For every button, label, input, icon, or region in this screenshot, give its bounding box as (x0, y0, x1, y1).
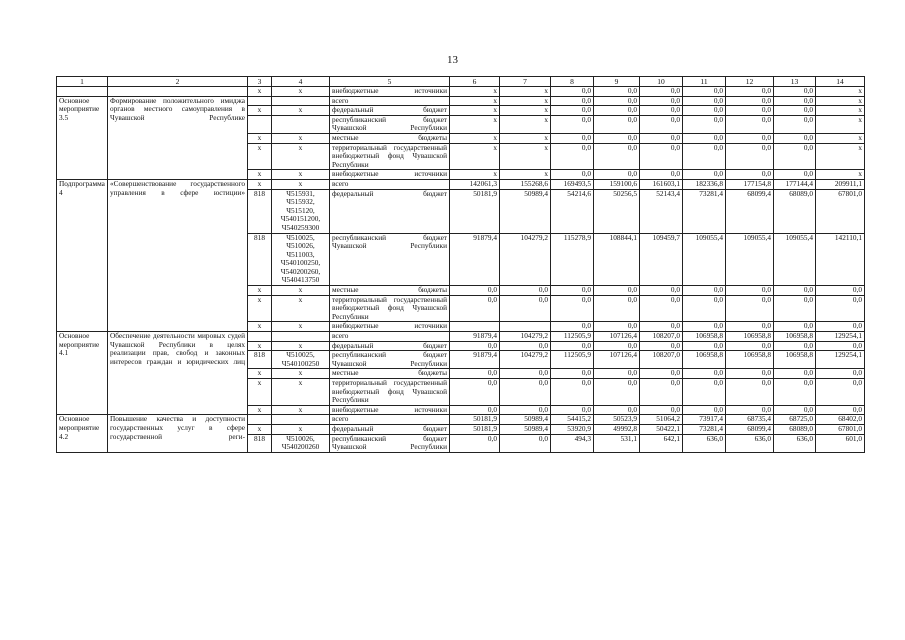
value-cell: 106958,8 (774, 332, 816, 342)
value-cell: 0,0 (551, 295, 594, 322)
value-cell: x (500, 106, 551, 116)
value-cell: x (450, 115, 500, 133)
value-cell: 54415,2 (551, 415, 594, 425)
target-article-cell: Ч510026, Ч540200260 (272, 434, 330, 452)
header-cell: 8 (551, 77, 594, 87)
header-cell: 2 (108, 77, 248, 87)
value-cell: x (816, 143, 865, 170)
value-cell: 0,0 (640, 295, 683, 322)
table-body (57, 77, 865, 453)
value-cell: 0,0 (551, 115, 594, 133)
value-cell: 0,0 (551, 87, 594, 97)
kbk-code-cell (248, 415, 272, 425)
value-cell: 159100,6 (594, 179, 640, 189)
target-article-cell: x (272, 170, 330, 180)
section-description: «Совершенствование государственного управления в сфере юстиции» (108, 179, 248, 331)
value-cell: 0,0 (774, 379, 816, 406)
value-cell: 0,0 (640, 143, 683, 170)
value-cell: 108844,1 (594, 233, 640, 286)
value-cell: 0,0 (774, 133, 816, 143)
value-cell: 0,0 (594, 96, 640, 106)
value-cell: 0,0 (594, 115, 640, 133)
value-cell (450, 322, 500, 332)
header-cell: 9 (594, 77, 640, 87)
value-cell: 0,0 (640, 96, 683, 106)
value-cell: 109055,4 (774, 233, 816, 286)
value-cell: 68402,0 (816, 415, 865, 425)
kbk-code-cell: x (248, 170, 272, 180)
funding-source-cell: всего (330, 96, 450, 106)
header-cell: 12 (726, 77, 774, 87)
value-cell: 50181,9 (450, 189, 500, 233)
kbk-code-cell: x (248, 87, 272, 97)
value-cell: 104279,2 (500, 351, 551, 369)
value-cell: 0,0 (640, 133, 683, 143)
value-cell: 0,0 (551, 341, 594, 351)
funding-source-cell: всего (330, 332, 450, 342)
value-cell: 209911,1 (816, 179, 865, 189)
value-cell: 0,0 (640, 405, 683, 415)
kbk-code-cell: x (248, 133, 272, 143)
value-cell: 0,0 (774, 170, 816, 180)
value-cell: 107126,4 (594, 351, 640, 369)
target-article-cell: x (272, 87, 330, 97)
value-cell: 0,0 (726, 286, 774, 296)
header-cell: 4 (272, 77, 330, 87)
value-cell: 494,3 (551, 434, 594, 452)
value-cell: 73281,4 (683, 189, 726, 233)
target-article-cell: x (272, 179, 330, 189)
value-cell: x (450, 96, 500, 106)
funding-source-cell: федеральный бюджет (330, 341, 450, 351)
value-cell: 0,0 (816, 295, 865, 322)
value-cell: 104279,2 (500, 233, 551, 286)
value-cell: 0,0 (774, 143, 816, 170)
value-cell: x (450, 106, 500, 116)
value-cell: 0,0 (683, 379, 726, 406)
target-article-cell (272, 332, 330, 342)
value-cell: 50523,9 (594, 415, 640, 425)
funding-source-cell: местные бюджеты (330, 369, 450, 379)
value-cell: 129254,1 (816, 332, 865, 342)
table-row (57, 415, 865, 425)
target-article-cell: x (272, 379, 330, 406)
value-cell: 68725,0 (774, 415, 816, 425)
table-row (57, 332, 865, 342)
kbk-code-cell: x (248, 322, 272, 332)
value-cell: 53920,9 (551, 424, 594, 434)
page-number: 13 (447, 54, 458, 66)
kbk-code-cell: 818 (248, 351, 272, 369)
funding-source-cell: местные бюджеты (330, 133, 450, 143)
value-cell: x (816, 115, 865, 133)
empty-cell (108, 87, 248, 97)
value-cell: 129254,1 (816, 351, 865, 369)
kbk-code-cell: x (248, 379, 272, 406)
value-cell: 601,0 (816, 434, 865, 452)
value-cell: 50989,4 (500, 415, 551, 425)
value-cell: 106958,8 (774, 351, 816, 369)
value-cell: 636,0 (774, 434, 816, 452)
target-article-cell: x (272, 143, 330, 170)
value-cell: 106958,8 (726, 351, 774, 369)
funding-source-cell: территориальный государственный внебюджетный фонд Чувашской Республики (330, 379, 450, 406)
value-cell: 0,0 (551, 133, 594, 143)
value-cell: 50989,4 (500, 424, 551, 434)
header-cell: 7 (500, 77, 551, 87)
value-cell: 0,0 (640, 286, 683, 296)
target-article-cell: Ч510025, Ч510026, Ч511003, Ч540100250, Ч540200260, Ч540413750 (272, 233, 330, 286)
funding-source-cell: республиканский бюджет Чувашской Республики (330, 115, 450, 133)
value-cell: 0,0 (683, 341, 726, 351)
value-cell: x (450, 170, 500, 180)
value-cell: 0,0 (594, 286, 640, 296)
value-cell: x (816, 106, 865, 116)
value-cell: x (816, 96, 865, 106)
value-cell: 73917,4 (683, 415, 726, 425)
section-description: Повышение качества и доступности государственных услуг в сфере государственной реги- (108, 415, 248, 452)
value-cell: 0,0 (594, 133, 640, 143)
value-cell: 0,0 (450, 434, 500, 452)
value-cell: 0,0 (640, 379, 683, 406)
target-article-cell (272, 415, 330, 425)
section-label: Подпрограмма 4 (57, 179, 108, 331)
value-cell: 104279,2 (500, 332, 551, 342)
value-cell: 68099,4 (726, 189, 774, 233)
funding-source-cell: внебюджетные источники (330, 322, 450, 332)
kbk-code-cell (248, 96, 272, 106)
value-cell: 0,0 (683, 87, 726, 97)
value-cell: x (500, 115, 551, 133)
kbk-code-cell (248, 332, 272, 342)
table-row (57, 96, 865, 106)
value-cell: 0,0 (726, 295, 774, 322)
kbk-code-cell: x (248, 424, 272, 434)
header-cell: 14 (816, 77, 865, 87)
value-cell: 0,0 (726, 133, 774, 143)
kbk-code-cell: x (248, 295, 272, 322)
value-cell: x (450, 87, 500, 97)
header-cell: 1 (57, 77, 108, 87)
target-article-cell: x (272, 133, 330, 143)
value-cell: 107126,4 (594, 332, 640, 342)
target-article-cell: x (272, 295, 330, 322)
value-cell: x (450, 143, 500, 170)
value-cell: 0,0 (551, 286, 594, 296)
value-cell: 0,0 (726, 341, 774, 351)
header-cell: 3 (248, 77, 272, 87)
value-cell: 0,0 (816, 341, 865, 351)
value-cell: 50256,5 (594, 189, 640, 233)
kbk-code-cell: 818 (248, 189, 272, 233)
value-cell: 0,0 (816, 405, 865, 415)
value-cell: x (816, 87, 865, 97)
value-cell: 0,0 (640, 341, 683, 351)
target-article-cell: x (272, 405, 330, 415)
value-cell: 0,0 (640, 170, 683, 180)
value-cell: 0,0 (450, 295, 500, 322)
value-cell: x (500, 143, 551, 170)
value-cell: 0,0 (683, 115, 726, 133)
value-cell: 0,0 (551, 379, 594, 406)
value-cell: 0,0 (594, 405, 640, 415)
value-cell: 106958,8 (683, 332, 726, 342)
value-cell: 0,0 (640, 115, 683, 133)
target-article-cell: x (272, 322, 330, 332)
value-cell: 0,0 (640, 369, 683, 379)
target-article-cell: x (272, 286, 330, 296)
value-cell: x (500, 170, 551, 180)
target-article-cell: x (272, 369, 330, 379)
header-cell: 10 (640, 77, 683, 87)
kbk-code-cell: 818 (248, 233, 272, 286)
value-cell: 0,0 (594, 106, 640, 116)
funding-source-cell: федеральный бюджет (330, 106, 450, 116)
target-article-cell: Ч515931, Ч515932, Ч515120, Ч540151200, Ч540259300 (272, 189, 330, 233)
section-label: Основное мероприятие 4.1 (57, 332, 108, 415)
value-cell: x (450, 133, 500, 143)
value-cell: 0,0 (726, 170, 774, 180)
value-cell: 68089,0 (774, 189, 816, 233)
value-cell: 0,0 (816, 379, 865, 406)
value-cell: 0,0 (816, 286, 865, 296)
value-cell: 0,0 (450, 379, 500, 406)
funding-source-cell: республиканский бюджет Чувашской Республики (330, 351, 450, 369)
value-cell: 0,0 (640, 322, 683, 332)
value-cell: x (500, 87, 551, 97)
value-cell: 0,0 (551, 170, 594, 180)
value-cell: 142110,1 (816, 233, 865, 286)
value-cell: 0,0 (551, 322, 594, 332)
funding-source-cell: всего (330, 179, 450, 189)
value-cell: 0,0 (774, 106, 816, 116)
value-cell: 0,0 (683, 322, 726, 332)
value-cell: 0,0 (640, 106, 683, 116)
funding-source-cell: внебюджетные источники (330, 170, 450, 180)
value-cell: 642,1 (640, 434, 683, 452)
section-label: Основное мероприятие 4.2 (57, 415, 108, 452)
value-cell: 106958,8 (683, 351, 726, 369)
value-cell: 177154,8 (726, 179, 774, 189)
value-cell: 0,0 (774, 286, 816, 296)
value-cell: 0,0 (774, 115, 816, 133)
funding-source-cell: республиканский бюджет Чувашской Республики (330, 434, 450, 452)
value-cell: 0,0 (551, 405, 594, 415)
value-cell: 0,0 (594, 322, 640, 332)
table-row (57, 179, 865, 189)
value-cell: 51064,2 (640, 415, 683, 425)
value-cell: 155268,6 (500, 179, 551, 189)
table-row (57, 87, 865, 97)
value-cell: 0,0 (594, 87, 640, 97)
value-cell: 0,0 (726, 106, 774, 116)
funding-source-cell: федеральный бюджет (330, 189, 450, 233)
value-cell: 0,0 (551, 143, 594, 170)
value-cell: x (500, 133, 551, 143)
value-cell: 0,0 (774, 87, 816, 97)
value-cell: 68089,0 (774, 424, 816, 434)
value-cell: 0,0 (774, 322, 816, 332)
value-cell: 0,0 (640, 87, 683, 97)
target-article-cell (272, 115, 330, 133)
value-cell: 0,0 (450, 341, 500, 351)
value-cell: 0,0 (726, 369, 774, 379)
header-cell: 6 (450, 77, 500, 87)
target-article-cell: x (272, 341, 330, 351)
value-cell: 73281,4 (683, 424, 726, 434)
value-cell: 112505,9 (551, 351, 594, 369)
value-cell: 54214,6 (551, 189, 594, 233)
value-cell: 142061,3 (450, 179, 500, 189)
value-cell: x (816, 170, 865, 180)
header-cell: 13 (774, 77, 816, 87)
value-cell: x (816, 133, 865, 143)
kbk-code-cell: x (248, 179, 272, 189)
value-cell: 0,0 (450, 405, 500, 415)
target-article-cell: Ч510025, Ч540100250 (272, 351, 330, 369)
value-cell: 0,0 (500, 369, 551, 379)
value-cell: 109055,4 (683, 233, 726, 286)
value-cell: 108207,0 (640, 332, 683, 342)
value-cell: 0,0 (726, 96, 774, 106)
value-cell: 0,0 (726, 405, 774, 415)
section-label: Основное мероприятие 3.5 (57, 96, 108, 179)
value-cell (500, 322, 551, 332)
value-cell: 0,0 (683, 295, 726, 322)
value-cell: 91879,4 (450, 351, 500, 369)
value-cell: 52143,4 (640, 189, 683, 233)
funding-table (56, 76, 865, 453)
value-cell: 636,0 (726, 434, 774, 452)
value-cell: 0,0 (500, 379, 551, 406)
target-article-cell: x (272, 424, 330, 434)
value-cell: 169493,5 (551, 179, 594, 189)
funding-source-cell: республиканский бюджет Чувашской Республики (330, 233, 450, 286)
value-cell: 0,0 (726, 87, 774, 97)
funding-source-cell: местные бюджеты (330, 286, 450, 296)
funding-source-cell: внебюджетные источники (330, 87, 450, 97)
funding-source-cell: территориальный государственный внебюджетный фонд Чувашской Республики (330, 295, 450, 322)
value-cell: 50181,9 (450, 415, 500, 425)
header-row (57, 77, 865, 87)
funding-source-cell: федеральный бюджет (330, 424, 450, 434)
value-cell: 177144,4 (774, 179, 816, 189)
value-cell: 91879,4 (450, 233, 500, 286)
value-cell: 0,0 (450, 369, 500, 379)
value-cell: 112505,9 (551, 332, 594, 342)
value-cell: 0,0 (683, 143, 726, 170)
value-cell: 50422,1 (640, 424, 683, 434)
value-cell: 0,0 (500, 434, 551, 452)
value-cell: 0,0 (726, 115, 774, 133)
funding-source-cell: территориальный государственный внебюджетный фонд Чувашской Республики (330, 143, 450, 170)
value-cell: 0,0 (683, 96, 726, 106)
value-cell: 0,0 (551, 369, 594, 379)
value-cell: 0,0 (594, 295, 640, 322)
value-cell: 106958,8 (726, 332, 774, 342)
value-cell: 0,0 (500, 295, 551, 322)
value-cell: 636,0 (683, 434, 726, 452)
value-cell: 91879,4 (450, 332, 500, 342)
kbk-code-cell: 818 (248, 434, 272, 452)
value-cell: 68735,4 (726, 415, 774, 425)
funding-source-cell: внебюджетные источники (330, 405, 450, 415)
value-cell: 108207,0 (640, 351, 683, 369)
value-cell: 0,0 (683, 106, 726, 116)
value-cell: 0,0 (683, 286, 726, 296)
value-cell: 0,0 (500, 341, 551, 351)
header-cell: 11 (683, 77, 726, 87)
empty-cell (57, 87, 108, 97)
value-cell: 0,0 (500, 405, 551, 415)
funding-source-cell: всего (330, 415, 450, 425)
header-cell: 5 (330, 77, 450, 87)
value-cell: 67801,0 (816, 424, 865, 434)
value-cell: 109055,4 (726, 233, 774, 286)
value-cell: 161603,1 (640, 179, 683, 189)
value-cell: x (500, 96, 551, 106)
value-cell: 0,0 (594, 170, 640, 180)
kbk-code-cell: x (248, 106, 272, 116)
section-description: Обеспечение деятельности мировых судей Чувашской Республики в целях реализации прав, свобод и законных интересов граждан и юридических лиц (108, 332, 248, 415)
value-cell: 68099,4 (726, 424, 774, 434)
value-cell: 531,1 (594, 434, 640, 452)
kbk-code-cell: x (248, 405, 272, 415)
kbk-code-cell (248, 115, 272, 133)
value-cell: 0,0 (774, 96, 816, 106)
value-cell: 0,0 (594, 341, 640, 351)
value-cell: 0,0 (500, 286, 551, 296)
value-cell: 0,0 (683, 369, 726, 379)
target-article-cell (272, 96, 330, 106)
section-description: Формирование положительного имиджа органов местного самоуправления в Чувашской Республике (108, 96, 248, 179)
kbk-code-cell: x (248, 341, 272, 351)
value-cell: 0,0 (726, 379, 774, 406)
value-cell: 109459,7 (640, 233, 683, 286)
value-cell: 0,0 (726, 322, 774, 332)
value-cell: 49992,8 (594, 424, 640, 434)
value-cell: 50989,4 (500, 189, 551, 233)
value-cell: 0,0 (551, 96, 594, 106)
value-cell: 0,0 (774, 369, 816, 379)
target-article-cell: x (272, 106, 330, 116)
value-cell: 0,0 (551, 106, 594, 116)
kbk-code-cell: x (248, 143, 272, 170)
value-cell: 0,0 (816, 322, 865, 332)
value-cell: 0,0 (594, 143, 640, 170)
value-cell: 0,0 (683, 405, 726, 415)
value-cell: 0,0 (683, 170, 726, 180)
value-cell: 67801,0 (816, 189, 865, 233)
kbk-code-cell: x (248, 369, 272, 379)
value-cell: 115278,9 (551, 233, 594, 286)
value-cell: 0,0 (683, 133, 726, 143)
value-cell: 0,0 (726, 143, 774, 170)
value-cell: 0,0 (774, 405, 816, 415)
value-cell: 0,0 (774, 295, 816, 322)
value-cell: 0,0 (774, 341, 816, 351)
value-cell: 182336,8 (683, 179, 726, 189)
value-cell: 0,0 (450, 286, 500, 296)
kbk-code-cell: x (248, 286, 272, 296)
value-cell: 0,0 (594, 379, 640, 406)
value-cell: 50181,9 (450, 424, 500, 434)
value-cell: 0,0 (816, 369, 865, 379)
value-cell: 0,0 (594, 369, 640, 379)
